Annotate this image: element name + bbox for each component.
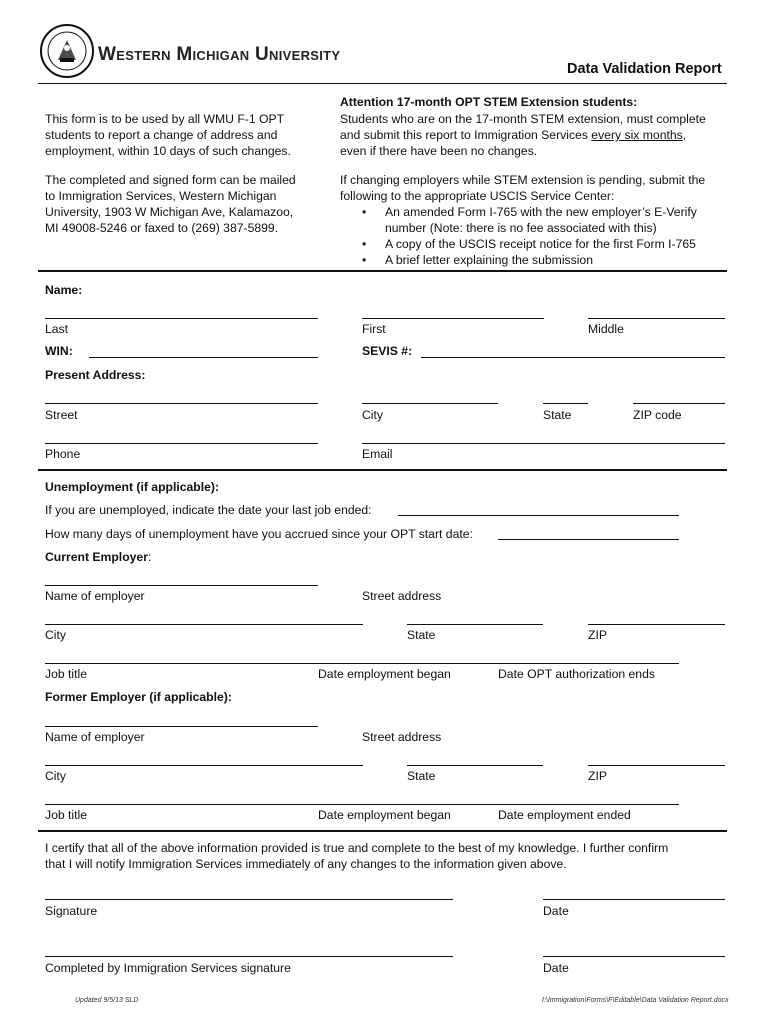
zip-code-label: ZIP code xyxy=(633,408,682,422)
heading-colon: : xyxy=(147,550,152,564)
current-employer-city-label: City xyxy=(45,628,66,642)
current-employer-heading-text: Current Employer xyxy=(45,550,148,564)
file-path-note: I:\Immigration\Forms\F\Editable\Data Validation Report.docx xyxy=(542,997,729,1004)
current-job-title-label: Job title xyxy=(45,667,88,681)
report-title: Data Validation Report xyxy=(567,61,722,77)
state-label: State xyxy=(543,408,572,422)
win-label: WIN: xyxy=(45,344,73,358)
signature-field[interactable] xyxy=(45,899,453,900)
phone-label: Phone xyxy=(45,447,81,461)
current-employer-name-field[interactable] xyxy=(45,585,318,586)
stem-line xyxy=(340,127,706,143)
former-job-title-field[interactable] xyxy=(45,804,318,805)
last-job-ended-question: If you are unemployed, indicate the date your last job ended: xyxy=(45,503,372,517)
sevis-field[interactable] xyxy=(421,357,725,358)
phone-field[interactable] xyxy=(45,443,318,444)
stem-line: Students who are on the 17-month STEM extension, must complete xyxy=(340,112,706,126)
unemployment-days-question: How many days of unemployment have you accrued since your OPT start date: xyxy=(45,527,473,541)
updated-note: Updated 9/5/13 SLD xyxy=(75,997,139,1004)
intro-line: The completed and signed form can be mailed xyxy=(45,173,296,187)
current-employer-zip-label: ZIP xyxy=(588,628,607,642)
last-name-label: Last xyxy=(45,322,69,336)
city-field[interactable] xyxy=(362,403,498,404)
intro-line: students to report a change of address and xyxy=(45,128,278,142)
former-employer-state-label: State xyxy=(407,769,436,783)
former-date-began-field[interactable] xyxy=(318,804,498,805)
intro-line: to Immigration Services, Western Michigan xyxy=(45,189,277,203)
street-label: Street xyxy=(45,408,78,422)
immigration-services-date-field[interactable] xyxy=(543,956,725,957)
bullet-icon: • xyxy=(362,205,367,219)
former-date-ended-field[interactable] xyxy=(498,804,679,805)
former-employer-zip-field[interactable] xyxy=(588,765,725,766)
current-date-began-label: Date employment began xyxy=(318,667,451,681)
intro-line: employment, within 10 days of such changes. xyxy=(45,144,291,158)
pending-paragraph xyxy=(340,172,705,204)
former-employer-name-field[interactable] xyxy=(45,726,318,727)
former-employer-heading: Former Employer (if applicable): xyxy=(45,690,232,704)
zip-code-field[interactable] xyxy=(633,403,725,404)
bullet-icon: • xyxy=(362,253,367,267)
every-six-months-emphasis: every six months xyxy=(591,128,683,142)
former-employer-zip-label: ZIP xyxy=(588,769,607,783)
former-job-title-label: Job title xyxy=(45,808,88,822)
unemployment-days-field[interactable] xyxy=(498,539,679,540)
former-employer-city-field[interactable] xyxy=(45,765,363,766)
middle-name-field[interactable] xyxy=(588,318,725,319)
intro-line: This form is to be used by all WMU F-1 OPT xyxy=(45,112,285,126)
city-label: City xyxy=(362,408,383,422)
former-employer-state-field[interactable] xyxy=(407,765,543,766)
section-divider xyxy=(38,469,727,471)
email-field[interactable] xyxy=(362,443,725,444)
email-label: Email xyxy=(362,447,393,461)
current-employer-street-label: Street address xyxy=(362,589,442,603)
signature-label: Signature xyxy=(45,904,98,918)
sevis-label: SEVIS #: xyxy=(362,344,413,358)
intro-line: MI 49008-5246 or faxed to (269) 387-5899. xyxy=(45,221,279,235)
present-address-heading: Present Address: xyxy=(45,368,146,382)
bullet-item xyxy=(340,252,697,268)
immigration-services-signature-field[interactable] xyxy=(45,956,453,957)
intro-line: University, 1903 W Michigan Ave, Kalamazoo, xyxy=(45,205,294,219)
bullet-text: A copy of the USCIS receipt notice for the first Form I-765 xyxy=(385,237,696,251)
current-employer-state-label: State xyxy=(407,628,436,642)
current-employer-city-field[interactable] xyxy=(45,624,363,625)
unemployment-heading: Unemployment (if applicable): xyxy=(45,480,220,494)
last-name-field[interactable] xyxy=(45,318,318,319)
bullet-text: A brief letter explaining the submission xyxy=(385,253,593,267)
university-name: Western Michigan University xyxy=(98,44,341,65)
current-date-began-field[interactable] xyxy=(318,663,498,664)
stem-heading: Attention 17-month OPT STEM Extension students: xyxy=(340,95,638,109)
intro-mailing-paragraph xyxy=(45,172,296,236)
bullet-icon: • xyxy=(362,237,367,251)
intro-purpose-paragraph xyxy=(45,111,291,159)
stem-paragraph xyxy=(340,111,706,159)
former-employer-city-label: City xyxy=(45,769,66,783)
signature-date-label: Date xyxy=(543,904,569,918)
former-date-ended-label: Date employment ended xyxy=(498,808,631,822)
signature-date-field[interactable] xyxy=(543,899,725,900)
current-employer-heading xyxy=(45,550,151,564)
name-heading: Name: xyxy=(45,283,83,297)
first-name-label: First xyxy=(362,322,386,336)
middle-name-label: Middle xyxy=(588,322,624,336)
former-employer-street-label: Street address xyxy=(362,730,442,744)
win-field[interactable] xyxy=(89,357,318,358)
stem-line-text: , xyxy=(682,128,687,142)
university-logo xyxy=(38,22,98,83)
street-field[interactable] xyxy=(45,403,318,404)
pending-line: following to the appropriate USCIS Service Center: xyxy=(340,189,615,203)
immigration-services-signature-label: Completed by Immigration Services signature xyxy=(45,961,291,975)
opt-authorization-ends-field[interactable] xyxy=(498,663,679,664)
former-date-began-label: Date employment began xyxy=(318,808,451,822)
last-job-ended-field[interactable] xyxy=(398,515,679,516)
current-job-title-field[interactable] xyxy=(45,663,318,664)
immigration-services-date-label: Date xyxy=(543,961,569,975)
bullet-item xyxy=(340,236,697,252)
state-field[interactable] xyxy=(543,403,588,404)
opt-authorization-ends-label: Date OPT authorization ends xyxy=(498,667,655,681)
bullet-text: An amended Form I-765 with the new employer’s E-Verify xyxy=(385,205,697,219)
header-rule xyxy=(38,83,727,84)
current-employer-state-field[interactable] xyxy=(407,624,543,625)
current-employer-name-label: Name of employer xyxy=(45,589,145,603)
former-employer-name-label: Name of employer xyxy=(45,730,145,744)
stem-line-text: and submit this report to Immigration Services xyxy=(340,128,592,142)
bullet-item xyxy=(340,204,697,236)
certification-line: I certify that all of the above information provided is true and complete to the best of my knowledge. I further confirm xyxy=(45,841,669,855)
current-employer-zip-field[interactable] xyxy=(588,624,725,625)
bullet-text: number (Note: there is no fee associated with this) xyxy=(385,221,657,235)
certification-line: that I will notify Immigration Services immediately of any changes to the information given above. xyxy=(45,857,567,871)
university-seal-icon xyxy=(38,22,98,80)
submission-bullet-list xyxy=(340,204,697,268)
section-divider xyxy=(38,830,727,832)
pending-line: If changing employers while STEM extension is pending, submit the xyxy=(340,173,706,187)
section-divider xyxy=(38,270,727,272)
first-name-field[interactable] xyxy=(362,318,544,319)
stem-line: even if there have been no changes. xyxy=(340,144,538,158)
